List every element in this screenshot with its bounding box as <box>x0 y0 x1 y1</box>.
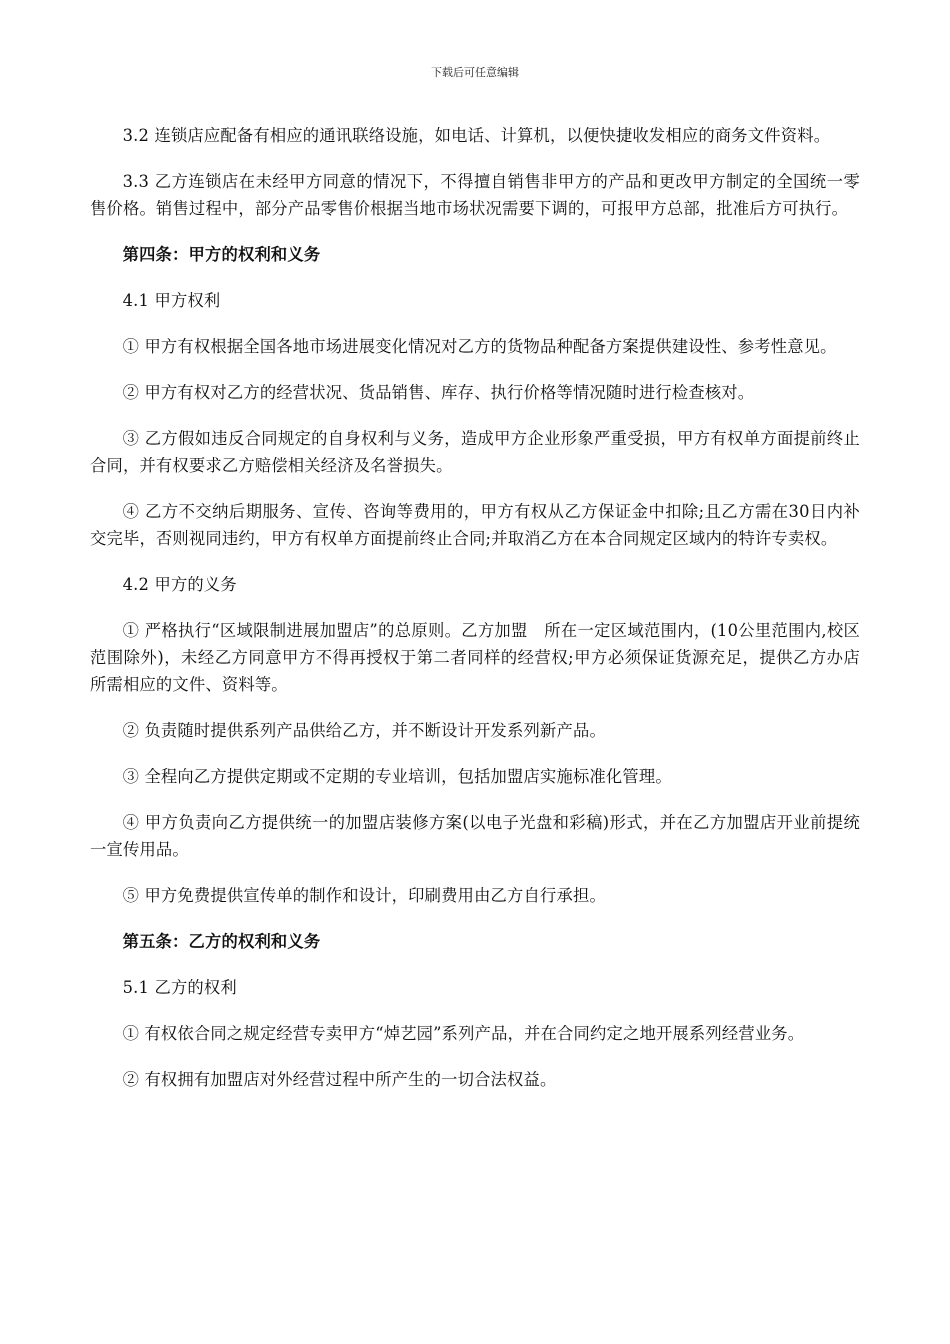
paragraph-4-1-4: ④ 乙方不交纳后期服务、宣传、咨询等费用的，甲方有权从乙方保证金中扣除;且乙方需在30日内补交完毕，否则视同违约，甲方有权单方面提前终止合同;并取消乙方在本合同规定区域内的特许专卖权。 <box>90 502 860 548</box>
paragraph-4-2-2: ② 负责随时提供系列产品供给乙方，并不断设计开发系列新产品。 <box>122 721 606 740</box>
section-heading-4: 第四条：甲方的权利和义务 <box>122 245 321 264</box>
paragraph-4-2-5: ⑤ 甲方免费提供宣传单的制作和设计，印刷费用由乙方自行承担。 <box>122 886 606 905</box>
document-body <box>90 122 860 1093</box>
paragraph-3-3: 3.3 乙方连锁店在未经甲方同意的情况下，不得擅自销售非甲方的产品和更改甲方制定的全国统一零售价格。销售过程中，部分产品零售价根据当地市场状况需要下调的，可报甲方总部，批准后方可执行。 <box>90 172 860 218</box>
paragraph-4-1-1: ① 甲方有权根据全国各地市场进展变化情况对乙方的货物品种配备方案提供建设性、参考性意见。 <box>122 337 837 356</box>
paragraph-3-2: 3.2 连锁店应配备有相应的通讯联络设施，如电话、计算机，以便快捷收发相应的商务文件资料。 <box>122 126 831 145</box>
subsection-4-2: 4.2 甲方的义务 <box>122 575 237 594</box>
paragraph-4-2-4: ④ 甲方负责向乙方提供统一的加盟店装修方案(以电子光盘和彩稿)形式，并在乙方加盟店开业前提统一宣传用品。 <box>90 813 860 859</box>
paragraph-4-1-3: ③ 乙方假如违反合同规定的自身权利与义务，造成甲方企业形象严重受损，甲方有权单方面提前终止合同，并有权要求乙方赔偿相关经济及名誉损失。 <box>90 429 860 475</box>
section-heading-5: 第五条：乙方的权利和义务 <box>122 932 321 951</box>
paragraph-5-1-2: ② 有权拥有加盟店对外经营过程中所产生的一切合法权益。 <box>122 1070 557 1089</box>
subsection-5-1: 5.1 乙方的权利 <box>122 978 237 997</box>
paragraph-4-2-3: ③ 全程向乙方提供定期或不定期的专业培训，包括加盟店实施标准化管理。 <box>122 767 672 786</box>
subsection-4-1: 4.1 甲方权利 <box>122 291 221 310</box>
paragraph-5-1-1: ① 有权依合同之规定经营专卖甲方“焯艺园”系列产品，并在合同约定之地开展系列经营业务。 <box>122 1024 805 1043</box>
paragraph-4-2-1: ① 严格执行“区域限制进展加盟店”的总原则。乙方加盟 所在一定区域范围内，(10公里范围内,校区范围除外)，未经乙方同意甲方不得再授权于第二者同样的经营权;甲方必须保证货源充足，提供乙方办店所需相应的文件、资料等。 <box>90 621 860 694</box>
paragraph-4-1-2: ② 甲方有权对乙方的经营状况、货品销售、库存、执行价格等情况随时进行检查核对。 <box>122 383 755 402</box>
page-header: 下载后可任意编辑 <box>431 66 519 79</box>
